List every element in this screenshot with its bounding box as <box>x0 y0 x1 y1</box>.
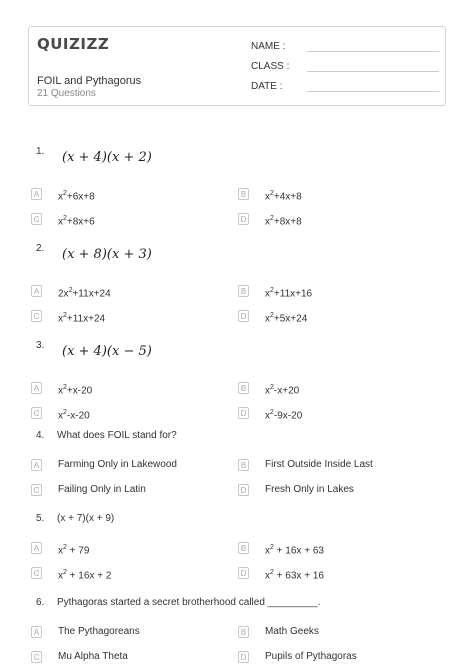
option-letter-box: D <box>238 213 249 225</box>
option-text: $x^2+5x+24$ <box>265 312 308 325</box>
date-line <box>307 90 439 92</box>
option-letter-box: A <box>31 459 42 471</box>
option-text: $x^2+6x+8$ <box>58 190 95 203</box>
quiz-title: FOIL and Pythagorus <box>37 75 142 87</box>
option-letter-box: B <box>238 382 249 394</box>
question-text: (x + 8)(x + 3) <box>62 247 152 262</box>
option-text: Pupils of Pythagoras <box>265 651 357 662</box>
option-letter-box: C <box>31 567 42 579</box>
option-text: $x^2-x-20$ <box>58 409 90 422</box>
option-text: $x^2 + 16x + 63$ <box>265 544 324 557</box>
option-letter-box: A <box>31 188 42 200</box>
question-text: What does FOIL stand for? <box>57 430 177 441</box>
quizizz-logo: QUIZIZZ <box>37 35 110 53</box>
option-text: $x^2+11x+16$ <box>265 287 313 300</box>
option-letter-box: C <box>31 407 42 419</box>
date-field[interactable] <box>251 81 439 92</box>
option-letter-box: B <box>238 285 249 297</box>
option-text: Mu Alpha Theta <box>58 651 128 662</box>
option-letter-box: B <box>238 459 249 471</box>
option-letter-box: B <box>238 626 249 638</box>
name-line <box>307 50 439 52</box>
option-text: $x^2 + 63x + 16$ <box>265 569 324 582</box>
worksheet-header <box>28 26 446 106</box>
class-label: CLASS : <box>251 61 290 72</box>
option-text: Math Geeks <box>265 626 319 637</box>
option-letter-box: A <box>31 285 42 297</box>
question-count: 21 Questions <box>37 88 96 99</box>
question-number: 5. <box>36 513 45 524</box>
question-number: 4. <box>36 430 45 441</box>
question-number: 1. <box>36 146 45 157</box>
option-text: $x^2-x+20$ <box>265 384 300 397</box>
question-number: 3. <box>36 340 45 351</box>
option-text: Fresh Only in Lakes <box>265 484 354 495</box>
option-letter-box: D <box>238 651 249 663</box>
option-letter-box: A <box>31 542 42 554</box>
question-number: 2. <box>36 243 45 254</box>
option-letter-box: A <box>31 382 42 394</box>
option-text: $x^2 + 79$ <box>58 544 90 557</box>
date-label: DATE : <box>251 81 283 92</box>
class-line <box>307 70 439 72</box>
question-text: (x + 4)(x − 5) <box>62 344 152 359</box>
option-text: Farming Only in Lakewood <box>58 459 177 470</box>
option-text: Failing Only in Latin <box>58 484 146 495</box>
option-letter-box: D <box>238 484 249 496</box>
option-text: $x^2+8x+6$ <box>58 215 95 228</box>
name-label: NAME : <box>251 41 286 52</box>
option-letter-box: B <box>238 188 249 200</box>
option-letter-box: A <box>31 626 42 638</box>
question-number: 6. <box>36 597 45 608</box>
option-text: $2x^2+11x+24$ <box>58 287 111 300</box>
option-letter-box: D <box>238 567 249 579</box>
option-letter-box: D <box>238 310 249 322</box>
option-text: $x^2-9x-20$ <box>265 409 303 422</box>
option-letter-box: B <box>238 542 249 554</box>
option-text: $x^2+8x+8$ <box>265 215 302 228</box>
question-text: (x + 7)(x + 9) <box>57 513 115 524</box>
option-text: The Pythagoreans <box>58 626 140 637</box>
option-letter-box: C <box>31 310 42 322</box>
option-letter-box: C <box>31 484 42 496</box>
option-text: $x^2 + 16x + 2$ <box>58 569 112 582</box>
question-text: (x + 4)(x + 2) <box>62 150 152 165</box>
option-letter-box: C <box>31 651 42 663</box>
option-letter-box: D <box>238 407 249 419</box>
name-field[interactable] <box>251 41 439 52</box>
option-text: First Outside Inside Last <box>265 459 373 470</box>
option-text: $x^2+11x+24$ <box>58 312 106 325</box>
option-text: $x^2+x-20$ <box>58 384 93 397</box>
option-text: $x^2+4x+8$ <box>265 190 302 203</box>
class-field[interactable] <box>251 61 439 72</box>
option-letter-box: C <box>31 213 42 225</box>
question-text: Pythagoras started a secret brotherhood called _________. <box>57 597 321 608</box>
